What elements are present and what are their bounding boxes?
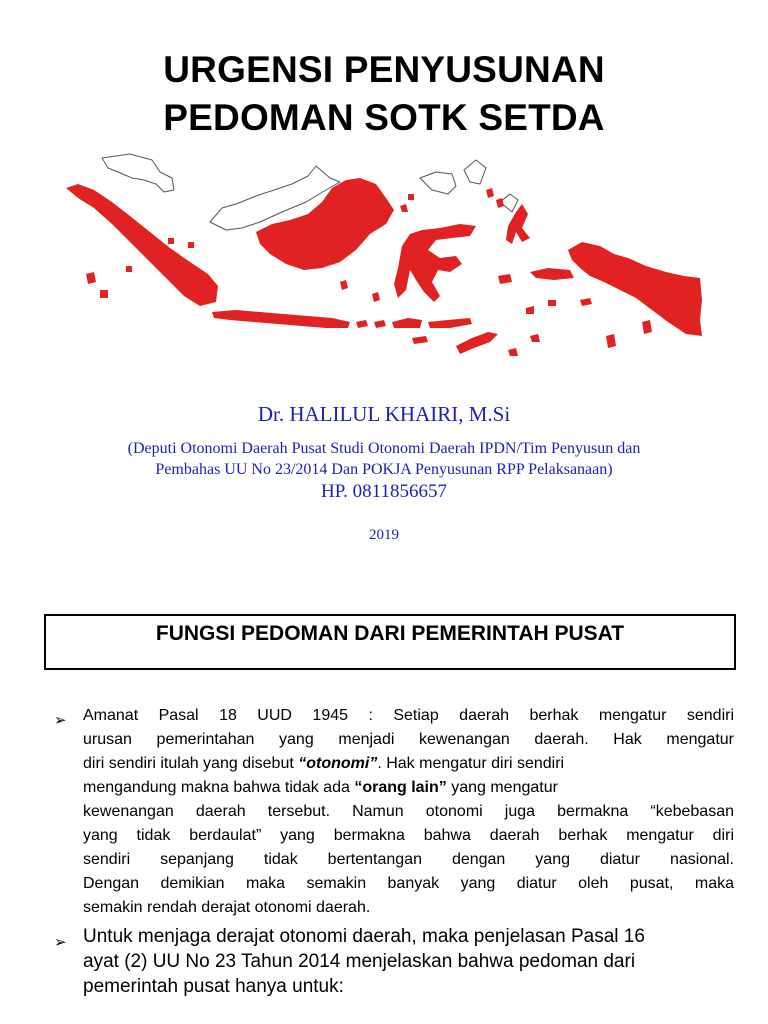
bullet-1-line-6: yang tidak berdaulat” yang bermakna bahwa daerah berhak mengatur diri <box>83 827 734 844</box>
sumbawa-island <box>392 318 422 328</box>
bullet-1-line-4-pre: mengandung makna bahwa tidak ada <box>83 779 355 796</box>
aru-island <box>642 320 652 334</box>
bullet-1-line-9: semakin rendah derajat otonomi daerah. <box>83 899 371 916</box>
tanimbar-island <box>606 334 616 348</box>
bali-island <box>356 320 368 328</box>
section-heading: FUNGSI PEDOMAN DARI PEMERINTAH PUSAT <box>155 622 625 645</box>
seram-island <box>530 268 574 280</box>
bullet-2-line-3: pemerintah pusat hanya untuk: <box>83 976 344 997</box>
java-island <box>212 310 350 328</box>
buru-island <box>498 274 512 284</box>
page-title <box>0 46 768 142</box>
section-heading-box <box>44 614 736 670</box>
author-affiliation <box>0 438 768 480</box>
kalimantan-island <box>256 178 394 270</box>
presentation-year: 2019 <box>369 527 399 543</box>
title-line-1: URGENSI PENYUSUNAN <box>163 49 605 90</box>
bullet-1-line-8: Dengan demikian maka semakin banyak yang diatur oleh pusat, maka <box>83 875 734 892</box>
bullet-list <box>52 704 734 999</box>
bullet-item-1 <box>52 704 734 920</box>
author-phone: HP. 0811856657 <box>321 481 447 502</box>
flores-island <box>428 318 472 328</box>
bullet-1-line-3-post: . Hak mengatur diri sendiri <box>377 755 565 772</box>
indonesia-islands <box>66 178 702 356</box>
bullet-2-line-1: Untuk menjaga derajat otonomi daerah, maka penjelasan Pasal 16 <box>83 926 645 947</box>
bullet-1-line-3 <box>83 752 734 776</box>
affiliation-line-2: Pembahas UU No 23/2014 Dan POKJA Penyusunan RPP Pelaksanaan) <box>155 461 613 478</box>
title-line-2: PEDOMAN SOTK SETDA <box>163 97 605 138</box>
sumatra-island <box>66 184 218 306</box>
timor-island <box>456 332 498 354</box>
bullet-1-line-4-post: yang mengatur <box>446 779 558 796</box>
orang-lain-emphasis: “orang lain” <box>354 779 447 796</box>
papua-island <box>568 242 702 336</box>
lombok-island <box>374 320 386 328</box>
bullet-1-line-3-pre: diri sendiri itulah yang disebut <box>83 755 299 772</box>
bullet-item-2 <box>52 924 734 999</box>
author-name: Dr. HALILUL KHAIRI, M.Si <box>257 402 511 426</box>
indonesia-map-illustration <box>60 150 710 360</box>
bullet-1-line-2: urusan pemerintahan yang menjadi kewenangan daerah. Hak mengatur <box>83 731 734 748</box>
arrow-bullet-icon: ➢ <box>54 933 67 951</box>
bullet-1-line-7: sendiri sepanjang tidak bertentangan dengan yang diatur nasional. <box>83 851 734 868</box>
sulawesi-island <box>394 224 476 302</box>
bullet-1-line-1: Amanat Pasal 18 UUD 1945 : Setiap daerah berhak mengatur sendiri <box>83 707 734 724</box>
bullet-1-line-5: kewenangan daerah tersebut. Namun otonomi juga bermakna “kebebasan <box>83 803 734 820</box>
bullet-1-line-4 <box>83 776 734 800</box>
sumba-island <box>412 336 428 344</box>
arrow-bullet-icon: ➢ <box>54 711 67 729</box>
otonomi-emphasis: “otonomi” <box>298 755 378 772</box>
affiliation-line-1: (Deputi Otonomi Daerah Pusat Studi Otonomi Daerah IPDN/Tim Penyusun dan <box>127 440 641 457</box>
bullet-2-line-2: ayat (2) UU No 23 Tahun 2014 menjelaskan bahwa pedoman dari <box>83 951 636 972</box>
